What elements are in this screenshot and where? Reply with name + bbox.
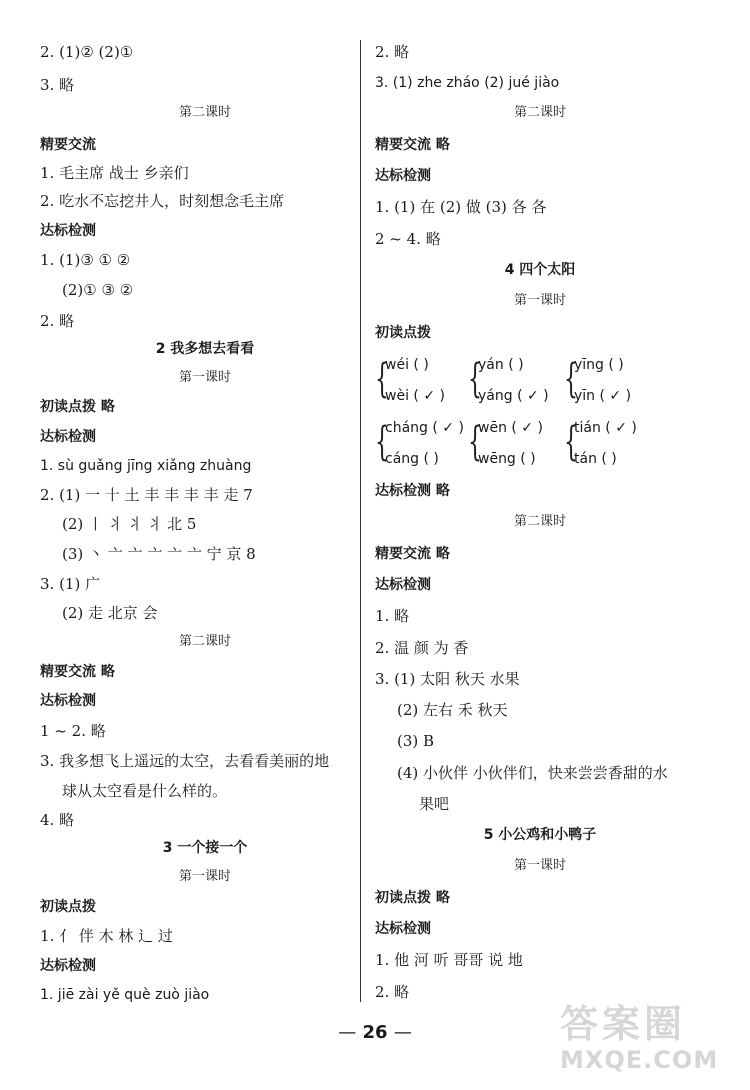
brace-icon: {: [375, 419, 389, 465]
answer-line: 1. 毛主席 战士 乡亲们: [40, 164, 189, 182]
section-heading: 达标检测: [40, 693, 96, 709]
pinyin-option: cháng ( ✓ ): [385, 420, 464, 436]
answer-line: 1. (1)③ ① ②: [40, 251, 131, 269]
brace-icon: {: [468, 419, 482, 465]
page-number: [310, 1022, 440, 1043]
pinyin-option: yáng ( ✓ ): [478, 388, 549, 404]
section-subtitle: 第二课时: [513, 514, 566, 529]
page-dash: —: [393, 1022, 412, 1043]
watermark-url: MXQE.COM: [560, 1046, 719, 1074]
section-heading: 达标检测: [40, 958, 96, 974]
answer-line: 球从太空看是什么样的。: [62, 782, 228, 800]
answer-line: 2 ~ 4. 略: [375, 230, 441, 248]
answer-line: 1. 他 河 听 哥哥 说 地: [375, 951, 523, 969]
section-heading: 精要交流 略: [40, 664, 115, 680]
section-heading: 达标检测: [375, 168, 431, 184]
answer-line: (2) 走 北京 会: [62, 604, 158, 622]
answer-line: 3. (1) 广: [40, 575, 101, 593]
answer-line: 1 ~ 2. 略: [40, 722, 106, 740]
answer-line: 1. (1) 在 (2) 做 (3) 各 各: [375, 198, 547, 216]
answer-line: 2. 略: [375, 983, 410, 1001]
pinyin-option: wèi ( ✓ ): [385, 388, 445, 404]
watermark-logo: 答案圈: [560, 1002, 687, 1046]
brace-icon: {: [564, 419, 578, 465]
pinyin-option: wéi ( ): [385, 357, 429, 373]
section-subtitle: 第二课时: [178, 105, 231, 120]
pinyin-option: tián ( ✓ ): [574, 420, 637, 436]
answer-line: (2)① ③ ②: [62, 281, 134, 299]
answer-line: 1. jiē zài yě què zuò jiào: [40, 987, 210, 1003]
pinyin-option: yīng ( ): [574, 357, 624, 373]
answer-line: 4. 略: [40, 811, 75, 829]
lesson-title: 5 小公鸡和小鸭子: [483, 827, 597, 843]
brace-icon: {: [375, 356, 389, 402]
section-subtitle: 第二课时: [178, 634, 231, 649]
column-divider: [360, 40, 361, 1002]
section-heading: 精要交流: [40, 137, 96, 153]
section-subtitle: 第一课时: [513, 858, 566, 873]
section-heading: 达标检测 略: [375, 483, 450, 499]
pinyin-option: wēn ( ✓ ): [478, 420, 543, 436]
answer-line: (2) 丨 丬 丬 丬 北 5: [62, 515, 197, 533]
answer-line: 1. sù guǎng jīng xiǎng zhuàng: [40, 458, 252, 474]
section-subtitle: 第一课时: [178, 869, 231, 884]
answer-line: 3. (1) 太阳 秋天 水果: [375, 670, 520, 688]
answer-line: 2. 温 颜 为 香: [375, 639, 469, 657]
section-heading: 精要交流 略: [375, 137, 450, 153]
section-subtitle: 第二课时: [513, 105, 566, 120]
watermark: [560, 1002, 745, 1084]
section-heading: 初读点拨 略: [40, 399, 115, 415]
section-heading: 精要交流 略: [375, 546, 450, 562]
section-subtitle: 第一课时: [513, 293, 566, 308]
pinyin-option: yīn ( ✓ ): [574, 388, 632, 404]
answer-line: (3) B: [397, 732, 435, 750]
section-heading: 达标检测: [375, 921, 431, 937]
section-heading: 初读点拨: [40, 899, 96, 915]
answer-line: 3. 我多想飞上遥远的太空，去看看美丽的地: [40, 752, 330, 770]
brace-icon: {: [564, 356, 578, 402]
page-dash: —: [338, 1022, 357, 1043]
section-heading: 达标检测: [40, 223, 96, 239]
section-subtitle: 第一课时: [178, 370, 231, 385]
answer-line: 2. (1) 一 十 土 丰 丰 丰 丰 走 7: [40, 486, 253, 504]
answer-line: 2. (1)② (2)①: [40, 43, 134, 61]
section-heading: 初读点拨: [375, 325, 431, 341]
answer-line: (4) 小伙伴 小伙伴们，快来尝尝香甜的水: [397, 764, 668, 782]
answer-line: 1. 亻 伴 木 林 辶 过: [40, 927, 173, 945]
answer-line: 果吧: [419, 795, 450, 813]
lesson-title: 3 一个接一个: [162, 840, 248, 856]
lesson-title: 2 我多想去看看: [155, 341, 255, 357]
answer-line: 2. 吃水不忘挖井人，时刻想念毛主席: [40, 192, 285, 210]
pinyin-option: yán ( ): [478, 357, 524, 373]
answer-line: 2. 略: [375, 43, 410, 61]
answer-line: (2) 左右 禾 秋天: [397, 701, 508, 719]
section-heading: 达标检测: [40, 429, 96, 445]
lesson-title: 4 四个太阳: [504, 262, 576, 278]
answer-line: 3. (1) zhe zháo (2) jué jiào: [375, 75, 560, 91]
pinyin-option: wēng ( ): [478, 451, 536, 467]
section-heading: 初读点拨 略: [375, 890, 450, 906]
pinyin-option: tán ( ): [574, 451, 617, 467]
page-number-value: 26: [362, 1022, 388, 1043]
answer-line: (3) 丶 亠 亠 亠 亠 亠 宁 京 8: [62, 545, 256, 563]
section-heading: 达标检测: [375, 577, 431, 593]
answer-line: 2. 略: [40, 312, 75, 330]
answer-line: 3. 略: [40, 76, 75, 94]
answer-line: 1. 略: [375, 607, 410, 625]
pinyin-option: cáng ( ): [385, 451, 439, 467]
brace-icon: {: [468, 356, 482, 402]
